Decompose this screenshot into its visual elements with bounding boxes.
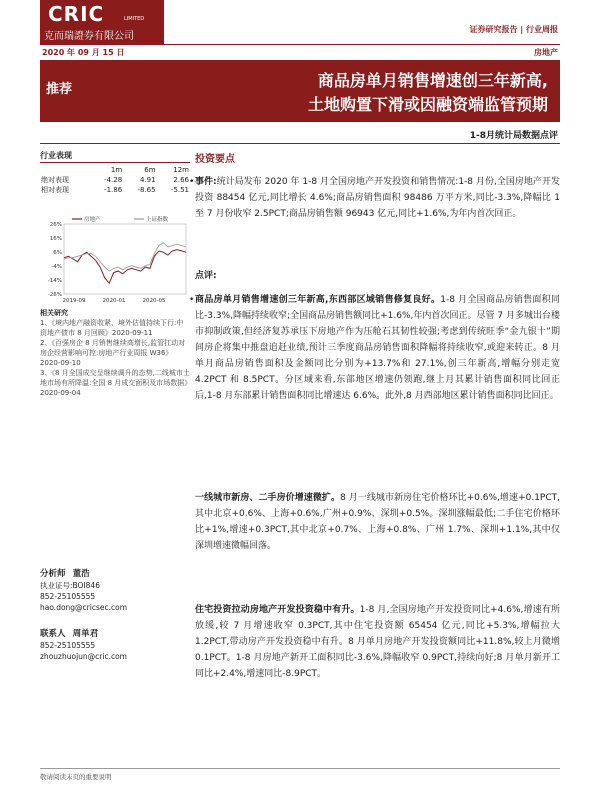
- paragraph-text: 1-8 月全国商品房销售面积同比-3.3%,降幅持续收窄;全国商品房销售额同比+1.6%,年内首次回正。尽管 7 月多城出台楼市抑制政策,但经济复苏承压下房地产作为压舱石其韧性较强;考虑到传统旺季“金九银十”期间房企将集中推盘追赶业绩,预计三季度商品房销售面积降幅将持续收窄,或迎来转正。8 月单月商品房销售面积及金额同比分别为+13.7%和 27.1%,创三年新高,增幅分别走宽 4.2PCT 和 8.5PCT。分区域来看,东部地区增速仍领跑,继上月其累计销售面积同比回正后,1-8 月东部累计销售面积同比增速达 6.6%。此外,8 月西部地区累计销售面积同比回正。: [195, 295, 561, 401]
- paragraph-lead: 事件:: [195, 177, 217, 187]
- report-date: 2020 年 09 月 15 日: [42, 48, 125, 57]
- series-line-shanghai-index: [64, 243, 186, 271]
- y-tick-label: -4%: [51, 264, 62, 270]
- performance-col-1m: 1m: [110, 166, 123, 174]
- analyst-phone: 852-25105555: [40, 592, 96, 601]
- related-research: [40, 308, 190, 398]
- analyst-cert: 执业证号:BOI846: [40, 581, 100, 590]
- y-tick-label: 16%: [49, 236, 62, 242]
- y-tick-label: 6%: [53, 250, 62, 256]
- y-tick-label: -26%: [47, 292, 62, 298]
- paragraph-lead: 商品房单月销售增速创三年新高,东西部区域销售修复良好。: [195, 295, 441, 305]
- footer-note: 敬请阅读末页的重要说明: [40, 773, 112, 781]
- paragraph-lead: 点评:: [195, 271, 217, 281]
- cell-value: -5.51: [170, 186, 189, 194]
- performance-table: [40, 165, 190, 195]
- report-sector: 房地产: [534, 48, 558, 57]
- title-line-1: 商品房单月销售增速创三年新高,: [317, 71, 548, 90]
- list-item: 2、《百强房企 8 月销售继续高增长,监管扛动对房企经营影响可控:房地产行业周报 W36》2020-09-10: [40, 339, 186, 367]
- subtitle-divider: [40, 143, 560, 144]
- table-row: [40, 185, 190, 195]
- report-subtitle: 1-8月统计局数据点评: [469, 131, 558, 141]
- list-item: 1、《境内地产融资收紧、境外估值持续下行:中资地产债市 8 月回顾》2020-09-11: [40, 319, 184, 337]
- left-sidebar: [40, 150, 190, 661]
- contact-name: 周单君: [72, 629, 99, 639]
- x-tick-label: 2020-01: [102, 298, 126, 304]
- performance-header-row: [40, 165, 190, 175]
- paragraph-text: 统计局发布 2020 年 1-8 月全国房地产开发投资和销售情况:1-8 月份,全国房地产开发投资 88454 亿元,同比增长 4.6%;商品房销售面积 98486 万平方米,同比-3.3%,降幅比 1 至 7 月份收窄 2.5PCT;商品房销售额 96943 亿元,同比+1.6%,为年内首次回正。: [195, 177, 560, 219]
- analyst-card: [40, 568, 190, 613]
- logo-registered-text: LIMITED: [124, 16, 145, 22]
- title-band: [40, 60, 560, 122]
- bullet-icon: •: [189, 295, 195, 305]
- analyst-name: 董浩: [72, 569, 90, 579]
- bullet-icon: •: [189, 177, 195, 187]
- cell-value: -4.28: [104, 176, 123, 184]
- paragraph-event: [189, 174, 560, 222]
- company-logo: [40, 0, 164, 44]
- rating-label: 推荐: [46, 82, 73, 97]
- cell-value: -1.86: [104, 186, 123, 194]
- contact-email[interactable]: zhouzhuojun@cric.com: [40, 652, 127, 661]
- cell-value: -8.65: [137, 186, 156, 194]
- title-line-2: 土地购置下滑或因融资端监管预期: [307, 95, 548, 114]
- contact-phone: 852-25105555: [40, 641, 96, 650]
- analyst-email[interactable]: hao.dong@cricsec.com: [40, 603, 128, 612]
- paragraph-investment: [195, 602, 560, 682]
- paragraph-lead: 一线城市新房、二手房价增速微扩。: [195, 493, 341, 503]
- row-label: 相对表现: [41, 186, 69, 194]
- performance-col-12m: 12m: [173, 166, 189, 174]
- performance-col-blank: [40, 165, 90, 175]
- contact-role: 联系人: [40, 629, 66, 639]
- main-content: [189, 150, 561, 679]
- paragraph-text: 1-8 月,全国房地产开发投资同比+4.6%,增速有所放缓,较 7 月增速收窄 0.3PCT,其中住宅投资额 65454 亿元,同比+5.3%,增幅拉大 1.2PCT,带动房产开发投资稳中有升。8 月单月房地产开发投资额同比+11.8%,较上月微增 0.1PCT。1-8 月房地产新开工面积同比-3.6%,降幅收窄 0.9PCT,持续向好;8 月单月新开工同比+2.4%,增速同比-8.9PCT。: [195, 605, 560, 679]
- header-divider: [40, 44, 560, 45]
- legend-label: 房地产: [84, 217, 101, 223]
- report-type: 证券研究报告 | 行业周报: [469, 25, 558, 34]
- cell-value: 4.91: [139, 176, 156, 184]
- logo-main-text: CRIC: [48, 2, 105, 26]
- list-item: 3、《8 月全国成交呈继续调升的态势,二线城市土地市场有所降温:全国 8 月成交面积及市场数据》2020-09-04: [40, 369, 190, 397]
- contact-card: [40, 628, 190, 662]
- paragraph-sales: [189, 292, 561, 404]
- paragraph-text: 8 月一线城市新房住宅价格环比+0.6%,增速+0.1PCT,其中北京+0.6%、上海+0.6%,广州+0.9%、深圳+0.5%。深圳涨幅最低;二手住宅价格环比+1%,增速+0.3PCT,其中北京+0.7%、上海+0.8%、广州 1.7%、深圳+1.1%,其中仅深圳增速微幅回落。: [195, 493, 560, 551]
- performance-col-6m: 6m: [144, 166, 156, 174]
- chart-frame: [64, 224, 186, 294]
- performance-line-chart: [40, 210, 190, 306]
- row-label: 绝对表现: [41, 176, 69, 184]
- x-tick-label: 2020-05: [142, 298, 166, 304]
- legend-label: 上证指数: [146, 217, 169, 223]
- performance-heading: 行业表现: [40, 150, 190, 163]
- x-tick-label: 2019-09: [62, 298, 86, 304]
- paragraph-comment-heading: [195, 268, 560, 284]
- footer-divider: [40, 768, 560, 769]
- paragraph-lead: 住宅投资拉动房地产开发投资稳中有升。: [195, 605, 360, 615]
- table-row: [40, 175, 190, 185]
- logo-company-name: 克而瑞證券有限公司: [44, 31, 134, 42]
- paragraph-prices: [195, 490, 560, 554]
- analyst-role: 分析师: [40, 569, 66, 579]
- summary-heading: 投资要点: [195, 154, 235, 165]
- y-tick-label: -14%: [47, 278, 62, 284]
- cell-value: 2.66: [173, 176, 189, 184]
- y-tick-label: 26%: [49, 222, 62, 228]
- related-heading: 相关研究: [40, 309, 68, 317]
